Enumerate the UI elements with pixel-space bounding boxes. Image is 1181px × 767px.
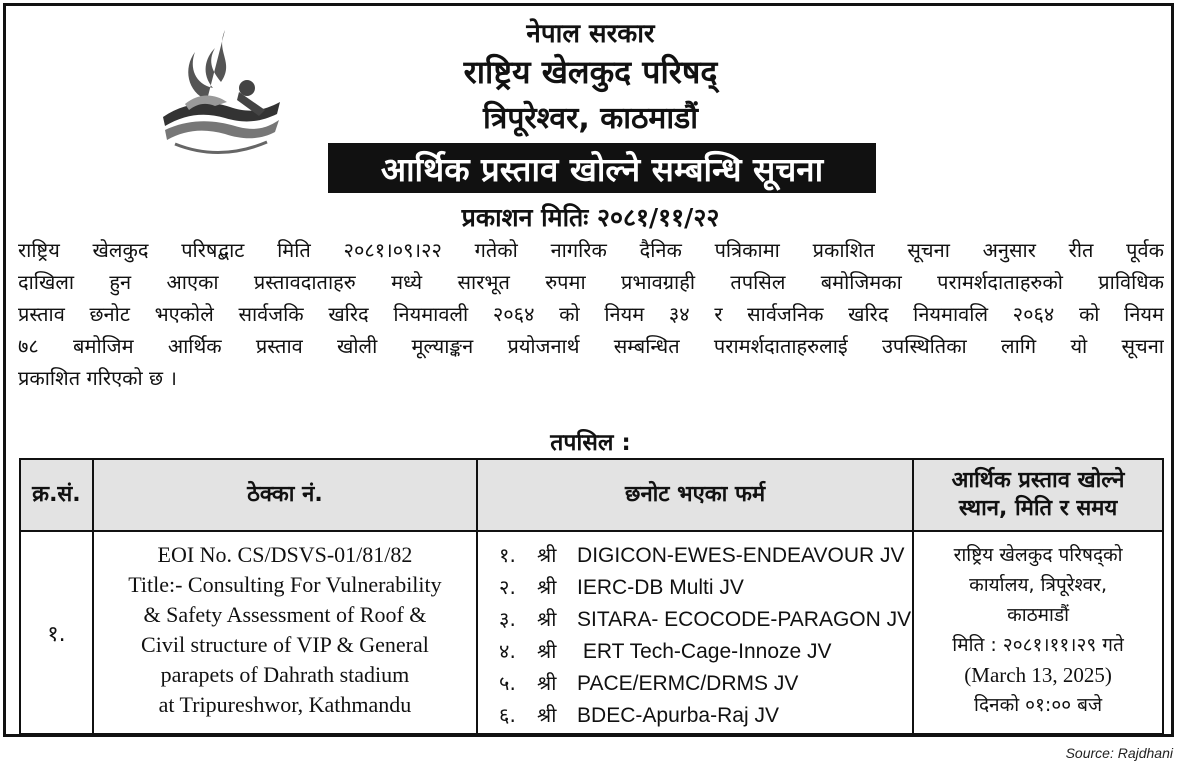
venue-line: राष्ट्रिय खेलकुद परिषद्को — [953, 544, 1123, 566]
header-contract: ठेक्का नं. — [93, 459, 477, 531]
list-item — [499, 699, 911, 731]
header-sn: क्र.सं. — [20, 459, 93, 531]
table-header-row — [20, 459, 1163, 531]
organization-name: राष्ट्रिय खेलकुद परिषद् — [463, 53, 718, 91]
header-venue — [913, 459, 1163, 531]
firm-name: IERC-DB Multi JV — [577, 576, 744, 599]
body-line: प्रस्ताव छनोट भएकोले सार्वजकि खरिद नियमावली २०६४ को नियम ३४ र सार्वजनिक खरिद नियमावलि २०६४ को नियम — [18, 302, 1164, 326]
venue-line: (March 13, 2025) — [964, 663, 1112, 687]
firm-name: ERT Tech-Cage-Innoze JV — [577, 640, 832, 663]
firm-number: ५. — [499, 671, 516, 695]
firm-name: SITARA- ECOCODE-PARAGON JV — [577, 608, 912, 631]
notice-body — [18, 234, 1164, 394]
contract-line: at Tripureshwor, Kathmandu — [158, 692, 412, 717]
body-line: ७८ बमोजिम आर्थिक प्रस्ताव खोली मूल्याङ्कन प्रयोजनार्थ सम्बन्धित परामर्शदाताहरुलाई उपस्थितिका लागि यो सूचना — [18, 334, 1164, 358]
venue-line: कार्यालय, त्रिपूरेश्वर, — [969, 574, 1107, 596]
header-venue-line: स्थान, मिति र समय — [958, 496, 1118, 521]
header-venue-line: आर्थिक प्रस्ताव खोल्ने — [951, 468, 1125, 493]
venue-line: काठमाडौं — [1007, 604, 1070, 626]
notice-title: आर्थिक प्रस्ताव खोल्ने सम्बन्धि सूचना — [328, 143, 876, 193]
list-item — [499, 539, 911, 571]
firm-prefix: श्री — [537, 703, 557, 727]
header-firms: छनोट भएका फर्म — [477, 459, 913, 531]
firm-number: ३. — [499, 607, 516, 631]
body-line: राष्ट्रिय खेलकुद परिषद्बाट मिति २०८१।०९।२२ गतेको नागरिक दैनिक पत्रिकामा प्रकाशित सूचना अनुसार रीत पूर्वक — [18, 238, 1164, 262]
body-line: दाखिला हुन आएका प्रस्तावदाताहरु मध्ये सारभूत रुपमा प्रभावग्राही तपसिल बमोजिमका परामर्शदाताहरुको प्राविधिक — [18, 270, 1164, 294]
contract-line: & Safety Assessment of Roof & — [143, 602, 427, 627]
schedule-table — [19, 458, 1164, 735]
firm-list — [479, 533, 911, 731]
organization-location: त्रिपूरेश्वर, काठमाडौं — [483, 101, 698, 136]
contract-line: Civil structure of VIP & General — [141, 632, 429, 657]
firm-name: BDEC-Apurba-Raj JV — [577, 704, 779, 727]
source-credit: Source: Rajdhani — [1065, 745, 1173, 761]
firm-name: PACE/ERMC/DRMS JV — [577, 672, 799, 695]
firms-cell — [477, 531, 913, 734]
list-item — [499, 635, 911, 667]
firm-number: ४. — [499, 639, 516, 663]
list-item — [499, 603, 911, 635]
list-item — [499, 571, 911, 603]
body-line: प्रकाशित गरिएको छ । — [18, 366, 177, 390]
firm-prefix: श्री — [537, 671, 557, 695]
contract-line: Title:- Consulting For Vulnerability — [128, 572, 442, 597]
table-row — [20, 531, 1163, 734]
firm-number: ६. — [499, 703, 516, 727]
firm-name: DIGICON-EWES-ENDEAVOUR JV — [577, 544, 905, 567]
firm-number: २. — [499, 575, 516, 599]
contract-line: parapets of Dahrath stadium — [160, 662, 410, 687]
publication-date: प्रकाशन मितिः २०८१/११/२२ — [461, 203, 720, 232]
list-item — [499, 667, 911, 699]
firm-prefix: श्री — [537, 639, 557, 663]
contract-line: EOI No. CS/DSVS-01/81/82 — [157, 542, 413, 567]
firm-prefix: श्री — [537, 543, 557, 567]
schedule-heading: तपसिल : — [550, 430, 631, 456]
venue-line: दिनको ०१:०० बजे — [974, 694, 1103, 716]
contract-cell — [93, 531, 477, 734]
venue-cell — [913, 531, 1163, 734]
row-sn: १. — [20, 531, 93, 734]
firm-prefix: श्री — [537, 575, 557, 599]
venue-line: मिति : २०८१।११।२९ गते — [952, 634, 1124, 656]
firm-number: १. — [499, 543, 516, 567]
government-name: नेपाल सरकार — [526, 19, 655, 49]
firm-prefix: श्री — [537, 607, 557, 631]
